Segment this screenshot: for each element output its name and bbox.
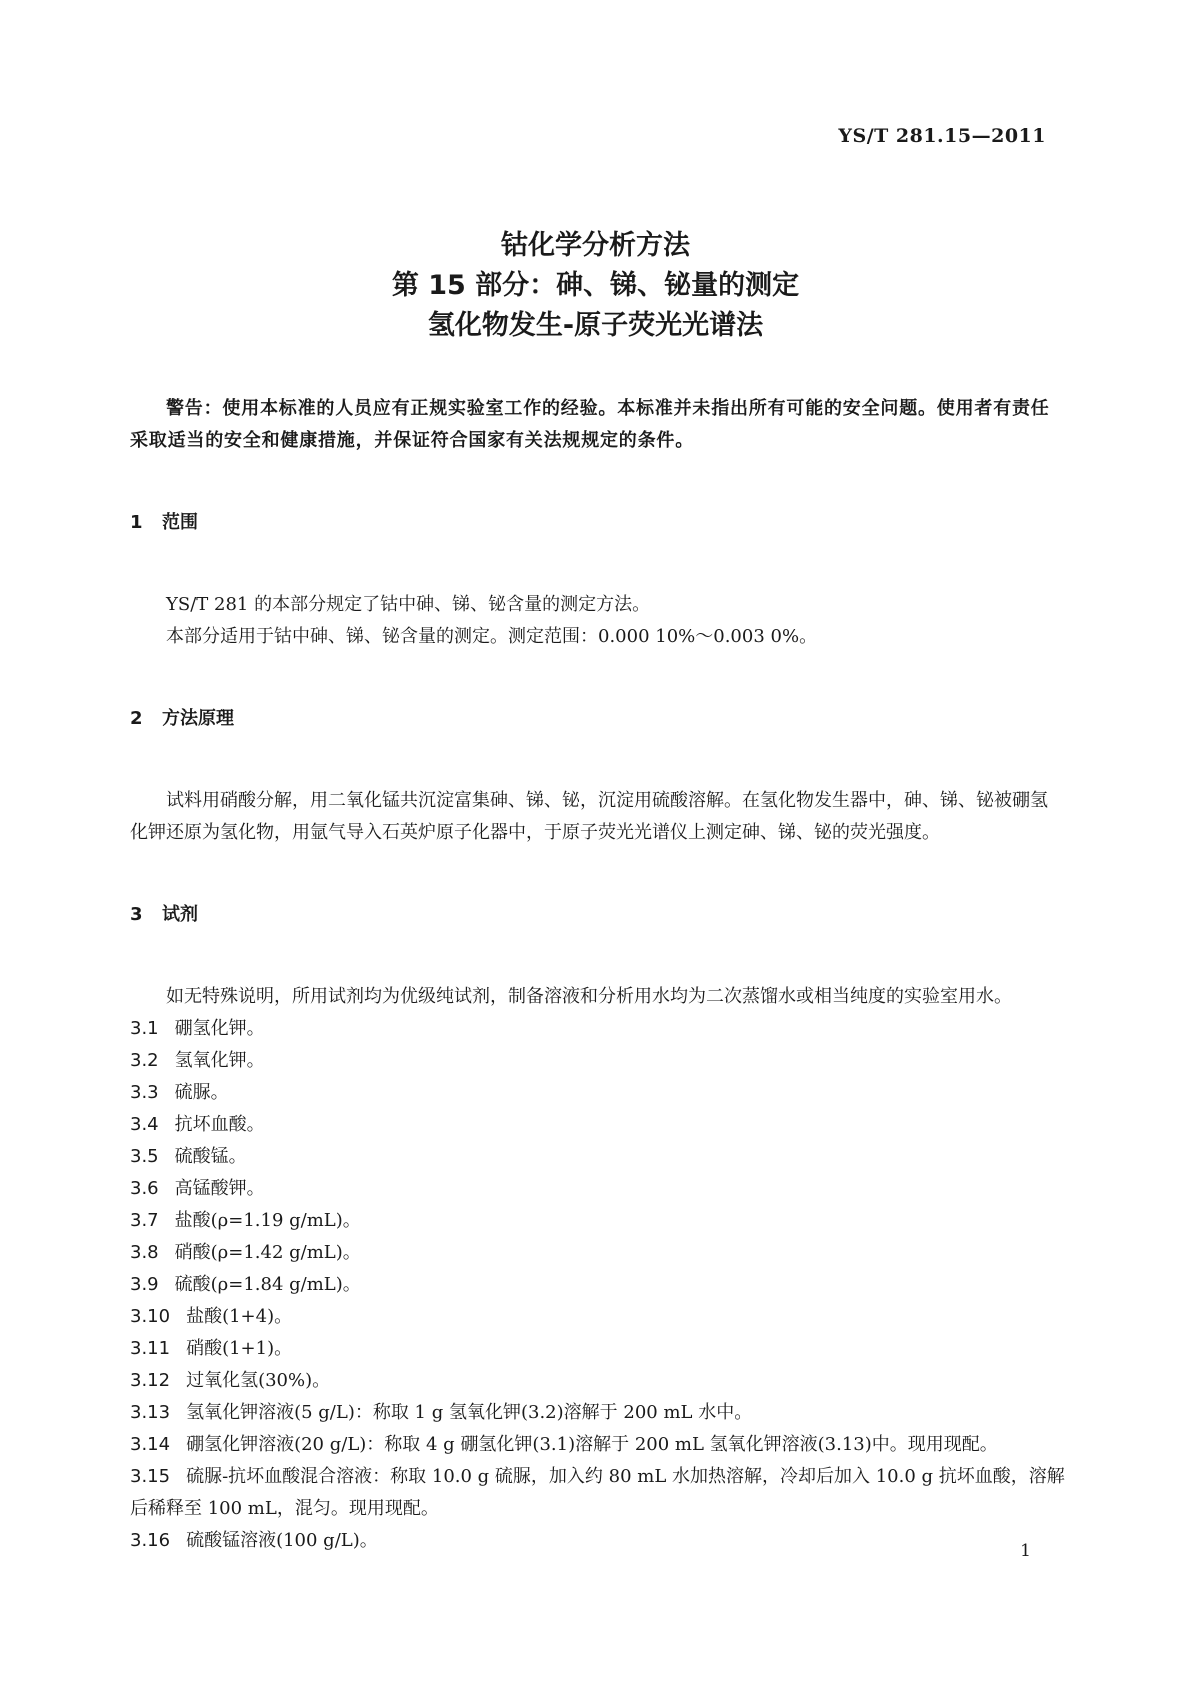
title-line-2: 第 15 部分：砷、锑、铋量的测定 [391,270,800,301]
reagent-item [130,1333,1065,1365]
scope-paragraph-1: YS/T 281 的本部分规定了钴中砷、锑、铋含量的测定方法。 [166,594,651,615]
reagent-item [130,1173,1065,1205]
section-heading-reagents [130,899,1065,931]
document-body [130,393,1065,1557]
reagent-text: 过氧化氢(30%)。 [186,1370,331,1391]
reagent-number: 3.6 [130,1178,159,1199]
reagent-number: 3.12 [130,1370,171,1391]
reagent-number: 3.5 [130,1146,159,1167]
reagent-text: 硝酸(1+1)。 [186,1338,293,1359]
title-line-3: 氢化物发生-原子荧光光谱法 [427,310,764,341]
section-number: 3 [130,904,143,925]
reagent-text: 盐酸(1+4)。 [186,1306,293,1327]
reagent-number: 3.1 [130,1018,159,1039]
reagent-number: 3.13 [130,1402,171,1423]
reagent-item [130,1269,1065,1301]
standard-number: YS/T 281.15—2011 [838,125,1046,147]
reagent-text: 硫脲-抗坏血酸混合溶液：称取 10.0 g 硫脲，加入约 80 mL 水加热溶解，冷却后加入 10.0 g 抗坏血酸，溶解后稀释至 100 mL，混匀。现用现配。 [130,1466,1065,1519]
reagent-item [130,1461,1065,1525]
reagent-text: 硝酸(ρ=1.42 g/mL)。 [174,1242,361,1263]
reagent-text: 硫酸(ρ=1.84 g/mL)。 [174,1274,361,1295]
reagent-item [130,1141,1065,1173]
principle-paragraph: 试料用硝酸分解，用二氧化锰共沉淀富集砷、锑、铋，沉淀用硫酸溶解。在氢化物发生器中，砷、锑、铋被硼氢化钾还原为氢化物，用氩气导入石英炉原子化器中，于原子荧光光谱仪上测定砷、锑、铋的荧光强度。 [130,790,1048,843]
reagent-text: 盐酸(ρ=1.19 g/mL)。 [174,1210,361,1231]
reagent-item [130,1237,1065,1269]
reagent-number: 3.14 [130,1434,171,1455]
section-title: 范围 [162,512,198,533]
warning-paragraph: 警告：使用本标准的人员应有正规实验室工作的经验。本标准并未指出所有可能的安全问题。使用者有责任采取适当的安全和健康措施，并保证符合国家有关法规规定的条件。 [130,398,1050,451]
document-title [0,226,1191,346]
section-heading-scope [130,507,1065,539]
section-title: 方法原理 [162,708,234,729]
reagent-item [130,1397,1065,1429]
reagents-intro: 如无特殊说明，所用试剂均为优级纯试剂，制备溶液和分析用水均为二次蒸馏水或相当纯度的实验室用水。 [166,986,1012,1007]
section-number: 1 [130,512,143,533]
reagent-text: 硼氢化钾溶液(20 g/L)：称取 4 g 硼氢化钾(3.1)溶解于 200 mL 氢氧化钾溶液(3.13)中。现用现配。 [186,1434,998,1455]
reagent-item [130,1525,1065,1557]
reagent-text: 硫酸锰。 [174,1146,247,1167]
page-number: 1 [1020,1541,1031,1561]
reagent-text: 硫脲。 [174,1082,229,1103]
scope-paragraph-2: 本部分适用于钴中砷、锑、铋含量的测定。测定范围：0.000 10%～0.003 0%。 [166,626,818,647]
section-title: 试剂 [162,904,198,925]
reagent-number: 3.9 [130,1274,159,1295]
reagent-text: 抗坏血酸。 [174,1114,265,1135]
reagent-number: 3.10 [130,1306,171,1327]
section-number: 2 [130,708,143,729]
reagent-item [130,1429,1065,1461]
title-line-1: 钴化学分析方法 [501,230,690,261]
section-heading-principle [130,703,1065,735]
reagent-number: 3.2 [130,1050,159,1071]
reagent-item [130,1045,1065,1077]
reagent-item [130,1013,1065,1045]
reagent-item [130,1077,1065,1109]
reagent-number: 3.11 [130,1338,171,1359]
reagent-item [130,1365,1065,1397]
reagent-text: 氢氧化钾。 [174,1050,265,1071]
reagent-number: 3.15 [130,1466,171,1487]
reagent-item [130,1301,1065,1333]
reagent-list [130,1013,1065,1557]
reagent-item [130,1109,1065,1141]
reagent-number: 3.16 [130,1530,171,1551]
reagent-text: 氢氧化钾溶液(5 g/L)：称取 1 g 氢氧化钾(3.2)溶解于 200 mL 水中。 [186,1402,753,1423]
reagent-number: 3.8 [130,1242,159,1263]
reagent-text: 硫酸锰溶液(100 g/L)。 [186,1530,378,1551]
reagent-number: 3.3 [130,1082,159,1103]
reagent-number: 3.4 [130,1114,159,1135]
reagent-text: 硼氢化钾。 [174,1018,265,1039]
reagent-text: 高锰酸钾。 [174,1178,265,1199]
reagent-number: 3.7 [130,1210,159,1231]
reagent-item [130,1205,1065,1237]
